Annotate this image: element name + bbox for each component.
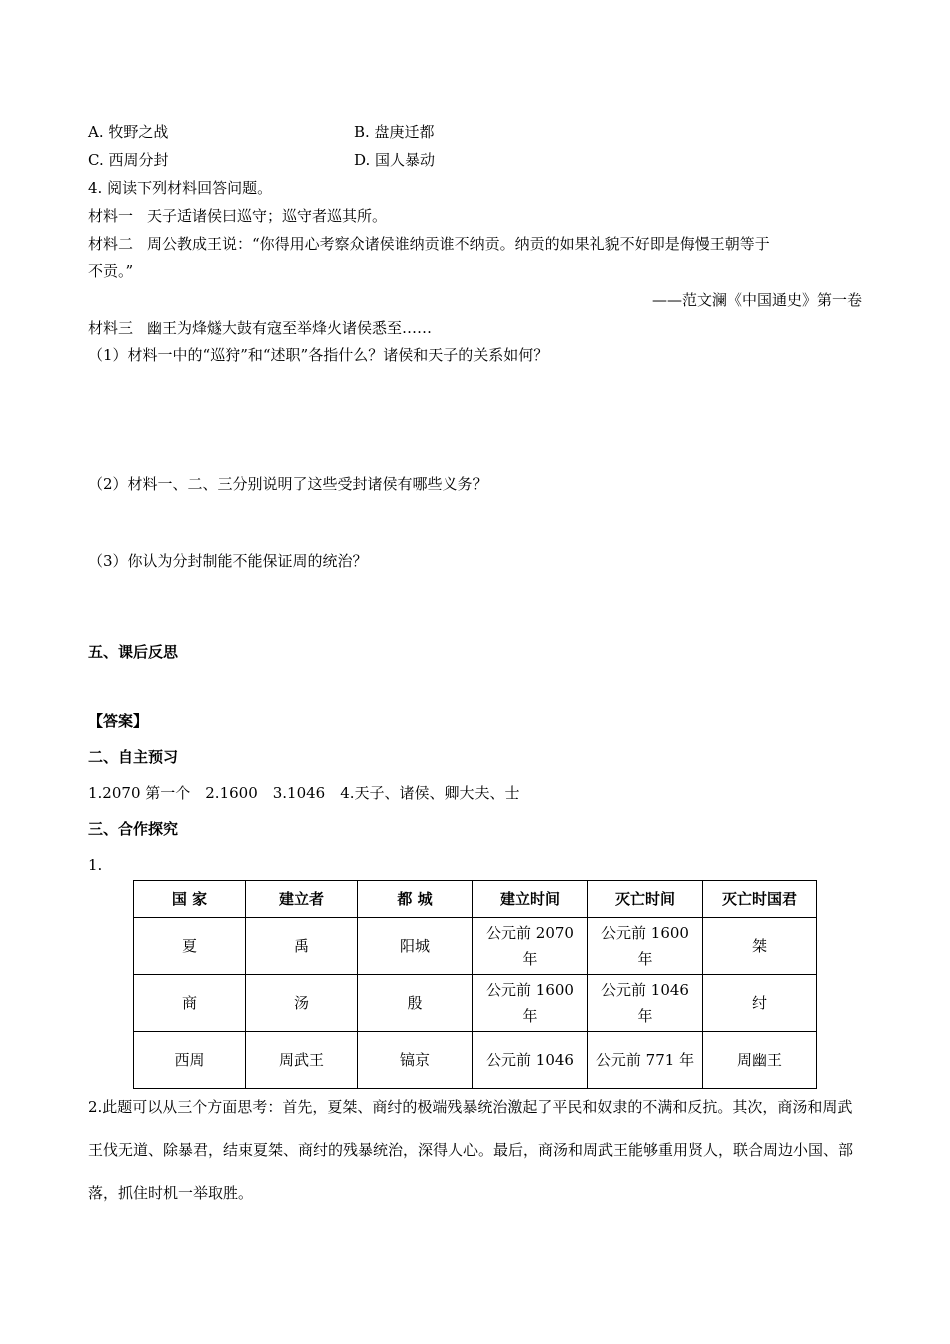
table-header: 建立时间 (473, 881, 588, 918)
table-cell: 镐京 (358, 1032, 473, 1089)
table-cell: 禹 (246, 918, 358, 975)
question-4-stem: 4. 阅读下列材料回答问题。 (88, 179, 273, 197)
table-cell: 公元前 771 年 (588, 1032, 703, 1089)
table-row (134, 918, 817, 975)
material-2-text-line1: 周公教成王说：“你得用心考察众诸侯谁纳贡谁不纳贡。纳贡的如果礼貌不好即是侮慢王朝等于 (147, 235, 770, 253)
table-cell: 汤 (246, 975, 358, 1032)
answers-heading: 【答案】 (88, 712, 149, 730)
table-header: 灭亡时间 (588, 881, 703, 918)
material-1-label: 材料一 (88, 207, 134, 225)
material-1 (88, 206, 387, 226)
option-c: C. 西周分封 (88, 151, 169, 169)
material-2 (88, 234, 770, 254)
table-cell: 公元前 2070 年 (473, 918, 588, 975)
table-cell: 殷 (358, 975, 473, 1032)
section-3-title: 三、合作探究 (88, 820, 179, 838)
table-cell: 公元前 1600 年 (588, 918, 703, 975)
material-2-label: 材料二 (88, 235, 134, 253)
table-cell: 周武王 (246, 1032, 358, 1089)
option-d: D. 国人暴动 (354, 151, 436, 169)
section-2-title: 二、自主预习 (88, 748, 179, 766)
table-cell: 桀 (703, 918, 817, 975)
answer-item-1: 1. (88, 856, 103, 874)
table-row (134, 1032, 817, 1089)
material-3-text: 幽王为烽燧大鼓有寇至举烽火诸侯悉至…… (147, 319, 433, 337)
section-2-answers: 1.2070 第一个 2.1600 3.1046 4.天子、诸侯、卿大夫、士 (88, 784, 520, 802)
material-1-text: 天子适诸侯曰巡守；巡守者巡其所。 (147, 207, 388, 225)
material-3 (88, 318, 432, 338)
table-cell: 阳城 (358, 918, 473, 975)
table-cell: 纣 (703, 975, 817, 1032)
table-header: 都 城 (358, 881, 473, 918)
table-cell: 公元前 1046 年 (588, 975, 703, 1032)
sub-question-2: （2）材料一、二、三分别说明了这些受封诸侯有哪些义务？ (88, 475, 488, 493)
option-a: A. 牧野之战 (88, 123, 169, 141)
answer-item-2: 2.此题可以从三个方面思考：首先，夏桀、商纣的极端残暴统治激起了平民和奴隶的不满和反抗。其次，商汤和周武王伐无道、除暴君，结束夏桀、商纣的残暴统治，深得人心。最后，商汤和周武王能够重用贤人，联合周边小国、部落，抓住时机一举取胜。 (88, 1098, 854, 1202)
dynasty-table (133, 880, 817, 1089)
table-header-row (134, 881, 817, 918)
material-2-source: ——范文澜《中国通史》第一卷 (651, 291, 862, 309)
option-b: B. 盘庚迁都 (354, 123, 435, 141)
table-cell: 商 (134, 975, 246, 1032)
sub-question-1: （1）材料一中的“巡狩”和“述职”各指什么？诸侯和天子的关系如何？ (88, 346, 549, 364)
section-5-title: 五、课后反思 (88, 643, 179, 661)
table-cell: 夏 (134, 918, 246, 975)
table-cell: 周幽王 (703, 1032, 817, 1089)
table-header: 建立者 (246, 881, 358, 918)
material-3-label: 材料三 (88, 319, 134, 337)
sub-question-3: （3）你认为分封制能不能保证周的统治？ (88, 552, 368, 570)
table-cell: 公元前 1046 (473, 1032, 588, 1089)
table-cell: 公元前 1600 年 (473, 975, 588, 1032)
table-cell: 西周 (134, 1032, 246, 1089)
table-row (134, 975, 817, 1032)
material-2-text-line2: 不贡。” (88, 262, 134, 280)
table-header: 灭亡时国君 (703, 881, 817, 918)
table-header: 国 家 (134, 881, 246, 918)
